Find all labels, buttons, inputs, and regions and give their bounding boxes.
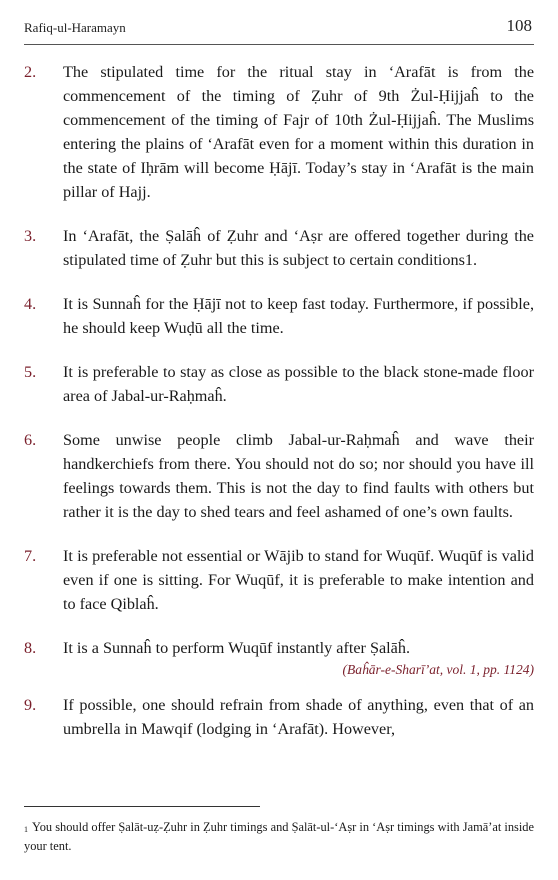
item-text: It is preferable not essential or Wājib to stand for Wuqūf. Wuqūf is valid even if one is sitting. For Wuqūf, it is preferable to make intention and to face Qiblaĥ. <box>63 547 534 613</box>
item-text: The stipulated time for the ritual stay in ‘Arafāt is from the commencement of the timing of Ẓuhr of 9th Żul-Ḥijjaĥ to the commencement of the timing of Fajr of 10th Żul-Ḥijjaĥ. The Muslims entering the plains of ‘Arafāt even for a moment within this duration in the state of Iḥrām will become Ḥājī. Today’s stay in ‘Arafāt is the main pillar of Hajj. <box>63 63 534 201</box>
item-number: 4. <box>24 295 37 313</box>
page-number: 108 <box>506 16 532 35</box>
item-text: If possible, one should refrain from shade of anything, even that of an umbrella in Mawqif (lodging in ‘Arafāt). However, <box>63 696 534 738</box>
header-rule <box>24 44 534 45</box>
item-number: 6. <box>24 431 37 449</box>
footnote-rule <box>24 806 260 807</box>
list-item <box>0 224 558 272</box>
list-item <box>0 60 558 204</box>
item-number: 2. <box>24 63 37 81</box>
item-number: 5. <box>24 363 37 381</box>
item-text: Some unwise people climb Jabal-ur-Raḥmaĥ and wave their handkerchiefs from there. You should not do so; nor should you have ill feelings towards them. This is not the day to find faults with others but rather it is the day to shed tears and feel ashamed of one’s own faults. <box>63 431 534 521</box>
list-item <box>0 693 558 741</box>
footnote-marker: 1 <box>24 825 28 834</box>
item-number: 9. <box>24 696 37 714</box>
list-item <box>0 360 558 408</box>
list-item <box>0 292 558 340</box>
item-text: It is a Sunnaĥ to perform Wuqūf instantly after Ṣalāĥ. <box>63 639 411 657</box>
item-text: It is Sunnaĥ for the Ḥājī not to keep fast today. Furthermore, if possible, he should keep Wuḍū all the time. <box>63 295 534 337</box>
numbered-list <box>0 60 558 761</box>
list-item <box>0 636 558 679</box>
list-item <box>0 428 558 524</box>
item-text: In ‘Arafāt, the Ṣalāĥ of Ẓuhr and ‘Aṣr are offered together during the stipulated time of Ẓuhr but this is subject to certain conditions1. <box>63 227 534 269</box>
item-text: It is preferable to stay as close as possible to the black stone-made floor area of Jabal-ur-Raḥmaĥ. <box>63 363 534 405</box>
item-number: 8. <box>24 639 37 657</box>
item-number: 3. <box>24 227 37 245</box>
list-item <box>0 544 558 616</box>
running-title: Rafiq-ul-Haramayn <box>24 20 126 35</box>
footnote-text: You should offer Ṣalāt-uẓ-Ẓuhr in Ẓuhr timings and Ṣalāt-ul-‘Aṣr in ‘Aṣr timings with Jamā’at inside your tent. <box>24 820 534 853</box>
page-header <box>24 14 534 44</box>
citation: (Baĥār-e-Sharī’at, vol. 1, pp. 1124) <box>342 662 534 677</box>
item-number: 7. <box>24 547 37 565</box>
footnote <box>24 818 534 856</box>
